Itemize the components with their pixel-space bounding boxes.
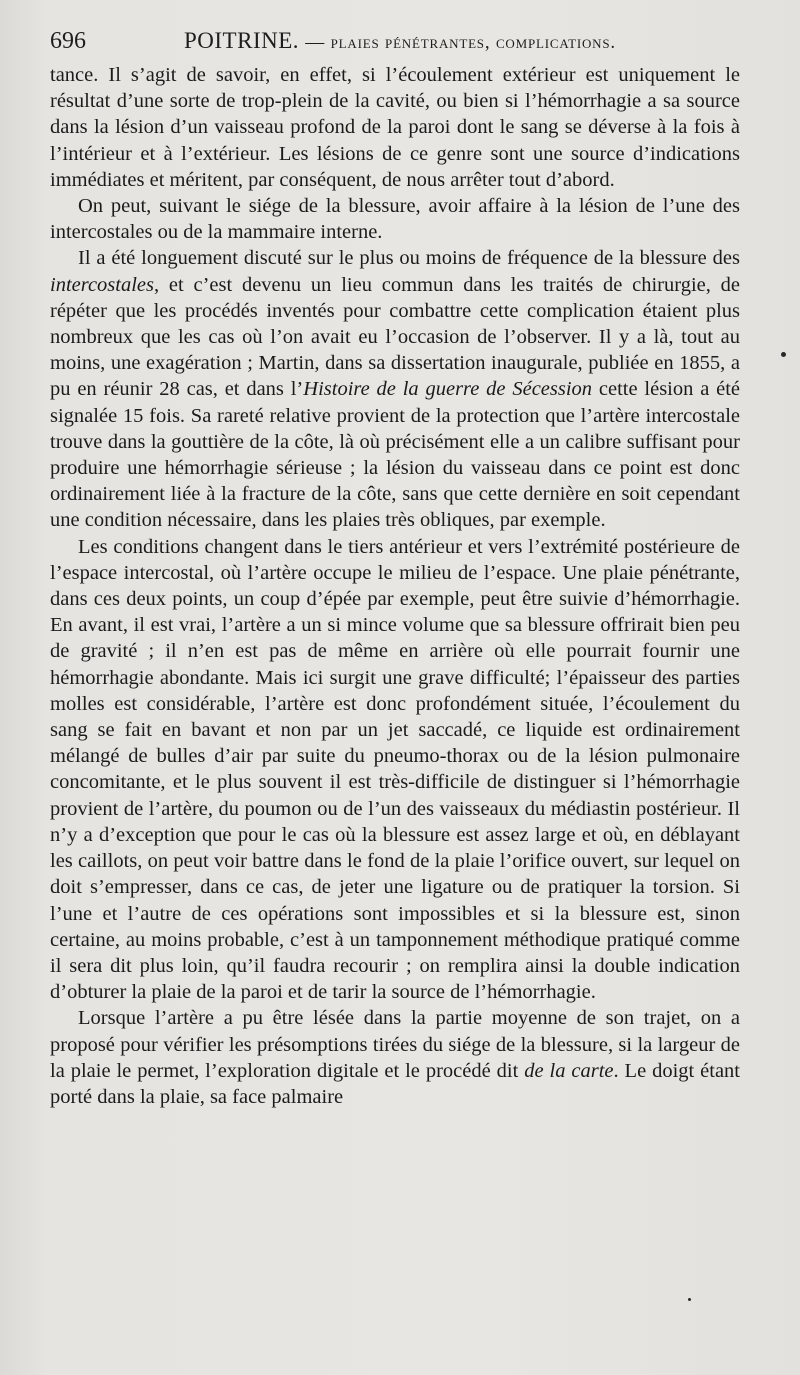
- paragraph: [50, 534, 740, 1006]
- running-head: [50, 24, 740, 60]
- section-subtitle: — plaies pénétrantes, complications.: [305, 32, 616, 53]
- running-title: [184, 28, 616, 54]
- ink-speck: [781, 352, 786, 357]
- italic-text: intercostales: [50, 273, 155, 296]
- text-run: . Le doigt étant porté dans la plaie, sa face palmaire: [50, 1059, 741, 1108]
- text-run: , et c’est devenu un lieu commun dans les traités de chirurgie, de répéter que les procédés inventés pour combattre cette complication étaient plus nombreux que les cas où l’on avait eu l’occasion de l’observer. Il y a là, tout au moins, une exagération ; Martin, dans sa dissertation inaugurale, publiée en 1855, a pu en réunir 28 cas, et dans l’: [50, 273, 740, 401]
- text-run: Il a été longuement discuté sur le plus ou moins de fréquence de la blessure des: [78, 247, 740, 270]
- paragraph: [50, 1005, 740, 1110]
- ink-speck: [688, 1298, 691, 1301]
- text-run: Lorsque l’artère a pu être lésée dans la partie moyenne de son trajet, on a proposé pour vérifier les présomptions tirées du siége de la blessure, si la largeur de la plaie le permet, l’exploration digitale et le procédé dit: [50, 1007, 740, 1082]
- text-run: tance. Il s’agit de savoir, en effet, si l’écoulement extérieur est uniquement le résultat d’une sorte de trop-plein de la cavité, ou bien si l’hémorrhagie a sa source dans la lésion d’un vaisseau profond de la paroi dont le sang se déverse à la fois à l’intérieur et à l’extérieur. Les lésions de ce genre sont une source d’indications immédiates et méritent, par conséquent, de nous arrêter tout d’abord.: [50, 64, 740, 191]
- text-run: cette lésion a été signalée 15 fois. Sa rareté relative provient de la protection que l’artère intercostale trouve dans la gouttière de la côte, là où précisément elle a un calibre suffisant pour produire une hémorrhagie sérieuse ; la lésion du vaisseau dans ce point est donc ordinairement liée à la fracture de la côte, sans que cette dernière en soit cependant une condition nécessaire, dans les plaies très obliques, par exemple.: [50, 378, 741, 532]
- body-text: [50, 62, 740, 1110]
- paragraph: [50, 245, 740, 533]
- page-number: 696: [50, 28, 86, 54]
- text-run: Les conditions changent dans le tiers antérieur et vers l’extrémité postérieure de l’espace intercostal, où l’artère occupe le milieu de l’espace. Une plaie pénétrante, dans ces deux points, un coup d’épée par exemple, peut être suivie d’hémorrhagie. En avant, il est vrai, l’artère a un si mince volume que sa blessure offrirait bien peu de gravité ; il n’en est pas de même en arrière où elle pourrait fournir une hémorrhagie abondante. Mais ici surgit une grave difficulté; l’épaisseur des parties molles est considérable, l’artère est donc profondément située, l’écoulement du sang se fait en bavant et non par un jet saccadé, ce liquide est ordinairement mélangé de bulles d’air par suite du pneumo-thorax ou de la lésion pulmonaire concomitante, et le plus souvent il est très-difficile de distinguer si l’hémorrhagie provient de l’artère, du poumon ou de l’un des vaisseaux du médiastin postérieur. Il n’y a d’exception que pour le cas où la blessure est assez large et où, en déblayant les caillots, on peut voir battre dans le fond de la plaie l’orifice ouvert, sur lequel on doit s’empresser, dans ce cas, de jeter une ligature ou de pratiquer la torsion. Si l’une et l’autre de ces opérations sont impossibles et si la blessure est, sinon certaine, au moins probable, c’est à un tamponnement méthodique pratiqué comme il sera dit plus loin, qu’il faudra recourir ; on remplira ainsi la double indication d’obturer la plaie de la paroi et de tarir la source de l’hémorrhagie.: [50, 535, 740, 1004]
- italic-text: de la carte: [524, 1059, 614, 1082]
- paragraph: [50, 193, 740, 245]
- paragraph: [50, 62, 740, 193]
- text-run: On peut, suivant le siége de la blessure, avoir affaire à la lésion de l’une des intercostales ou de la mammaire interne.: [50, 195, 740, 244]
- italic-text: Histoire de la guerre de Sécession: [303, 378, 593, 401]
- chapter-title: POITRINE.: [184, 28, 300, 53]
